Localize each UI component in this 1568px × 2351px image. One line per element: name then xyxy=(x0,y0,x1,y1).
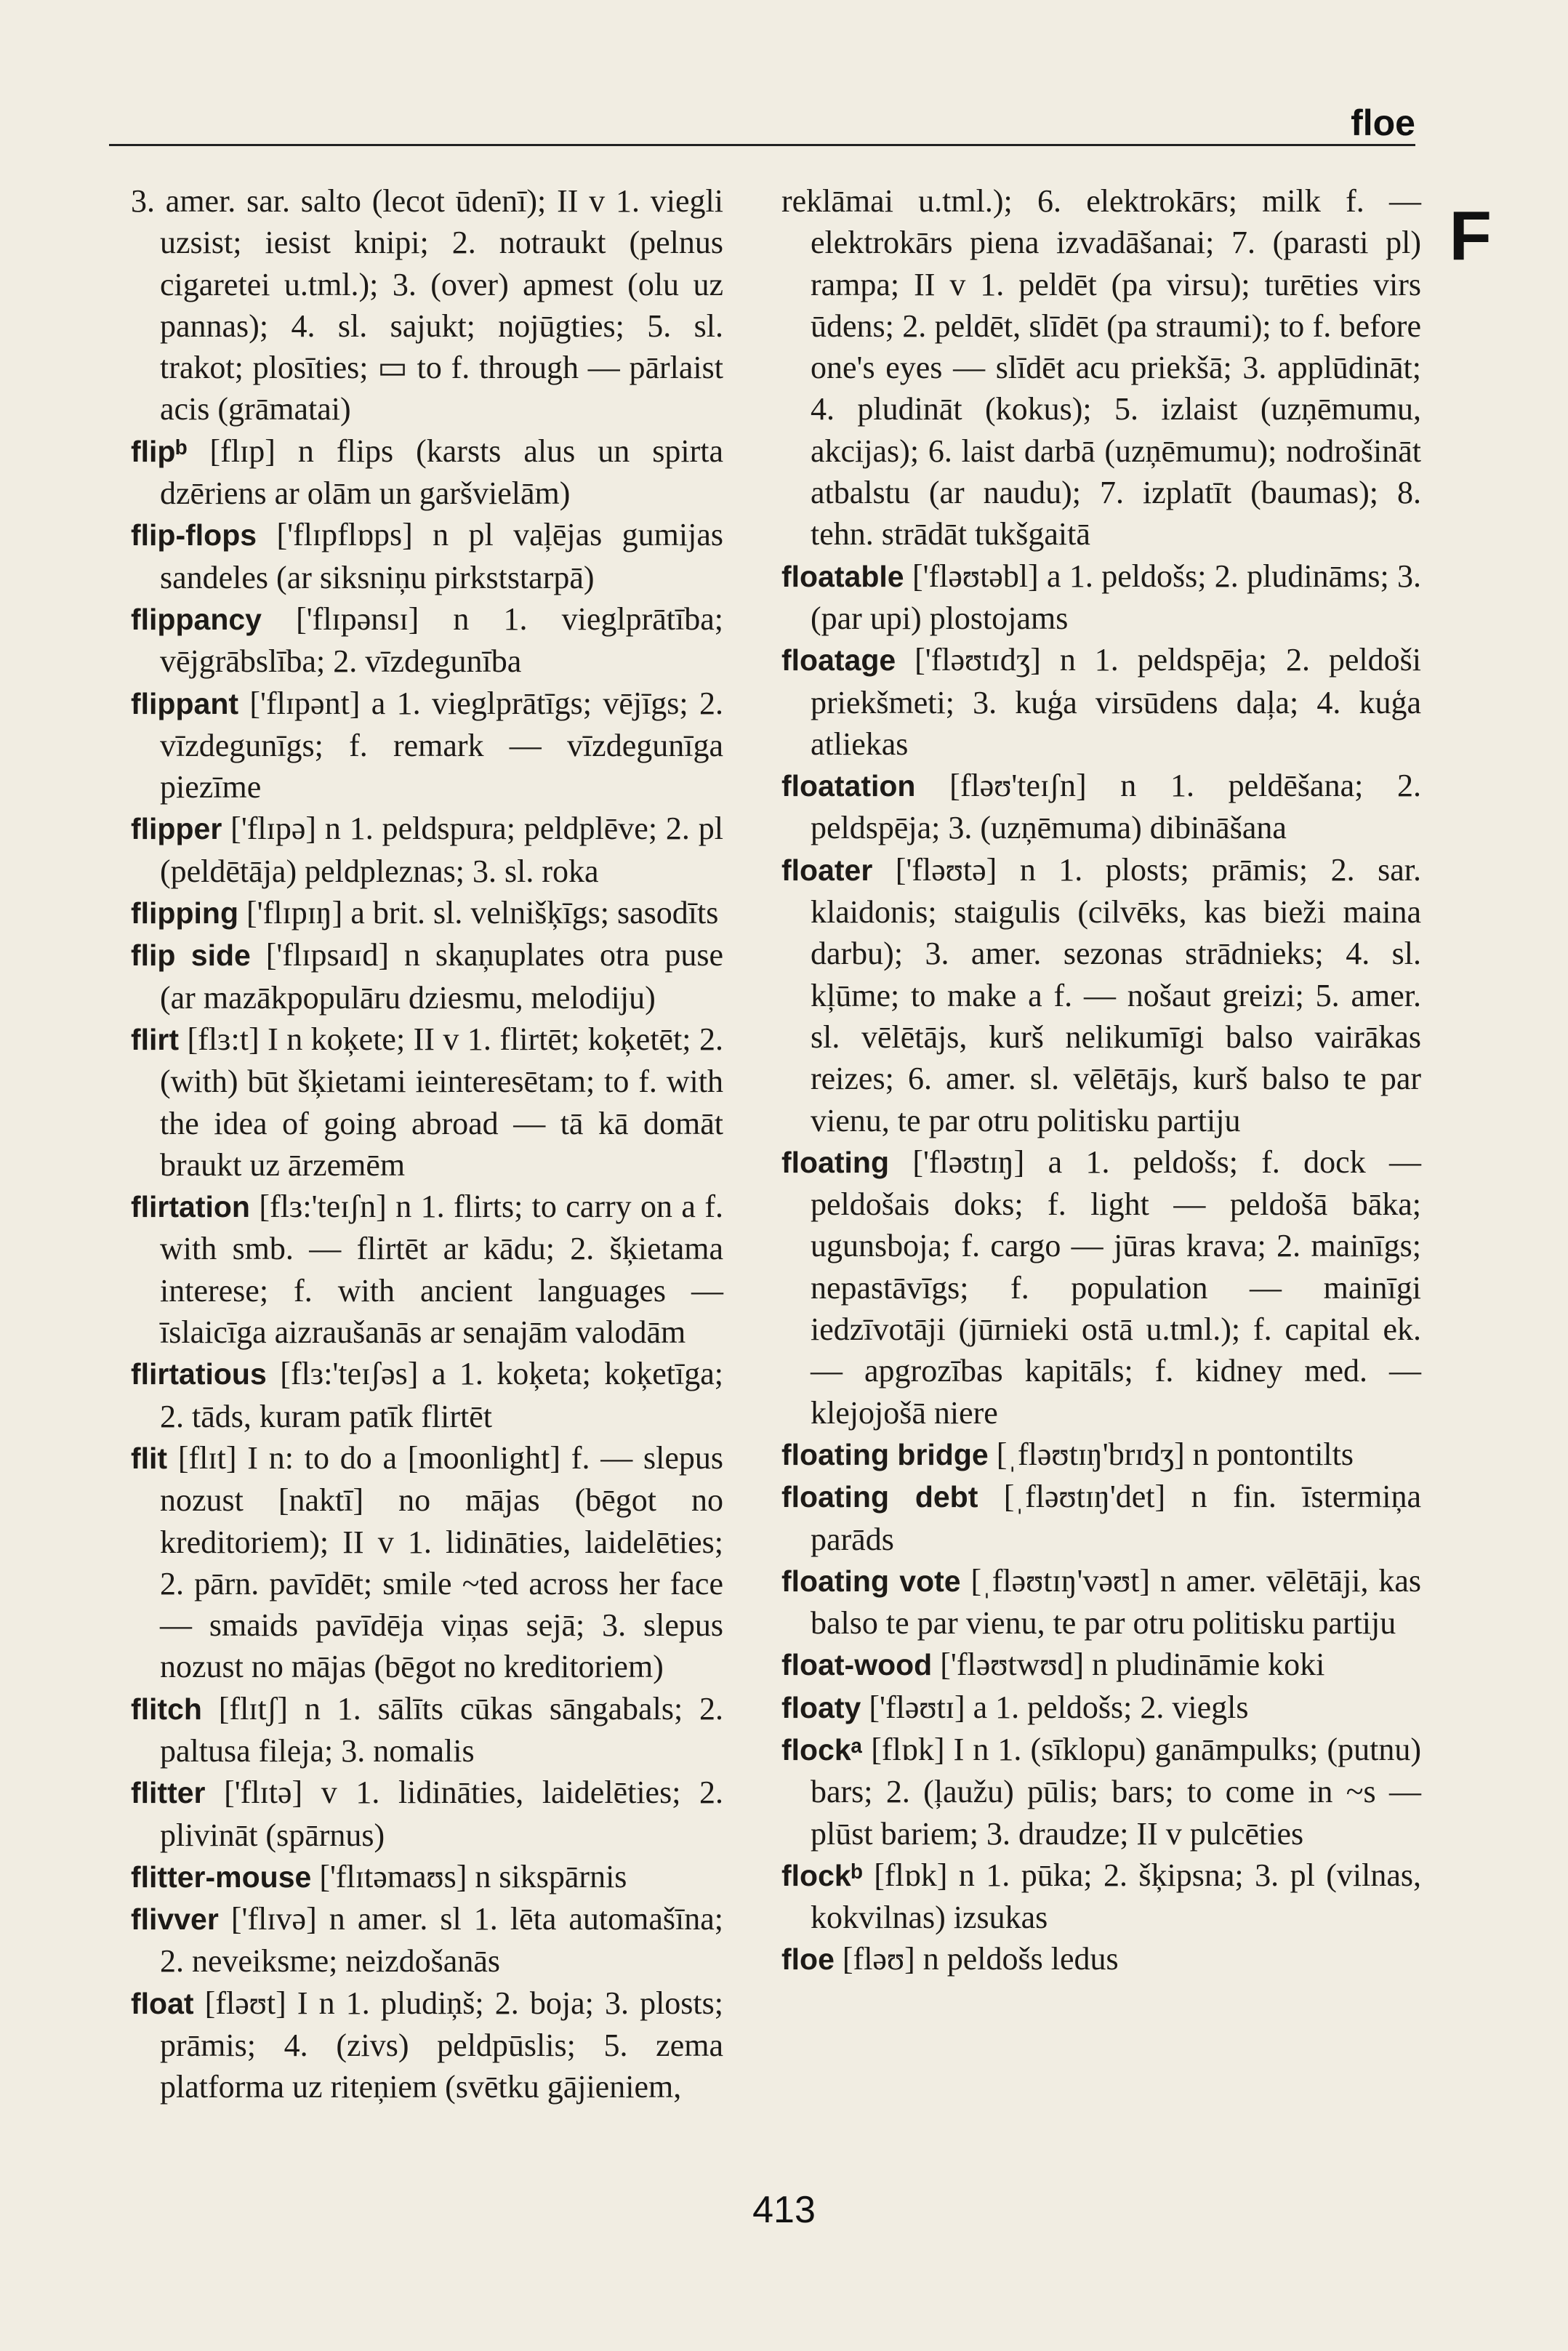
entry-definition: reklāmai u.tml.); 6. elektrokārs; milk f. — elektrokārs piena izvadāšanai; 7. (parasti pl) rampa; II v 1. peldēt (pa virsu); turēties virs ūdens; 2. peldēt, slīdēt (pa straumi); to f. before one's eyes — slīdēt acu priekšā; 3. applūdināt; 4. pludināt (kokus); 5. izlaist (uzņēmumu, akcijas); 6. laist darbā (uzņēmumu); nodrošināt atbalstu (ar naudu); 7. izplatīt (baumas); 8. tehn. strādāt tukšgaitā xyxy=(781,183,1421,552)
entry-definition: [ˌfləʊtɪŋ'det] n fin. īstermiņa parāds xyxy=(811,1479,1422,1557)
dictionary-entry xyxy=(131,808,723,892)
dictionary-entry xyxy=(781,1854,1421,1939)
headword: floater xyxy=(781,853,873,887)
headword: flip side xyxy=(131,939,251,973)
headword: floatation xyxy=(781,769,916,803)
headword: flippancy xyxy=(131,602,262,636)
entry-definition: ['flɪpə] n 1. peldspura; peldplēve; 2. pl (peldētāja) peldpleznas; 3. sl. roka xyxy=(160,811,724,889)
dictionary-entry xyxy=(131,514,723,598)
entry-definition: ['fləʊtə] n 1. plosts; prāmis; 2. sar. klaidonis; staigulis (cilvēks, kas bieži maina darbu); 3. amer. sezonas strādnieks; 4. sl. kļūme; to make a f. — nošaut greizi; 5. amer. sl. vēlētājs, kurš nelikumīgi balso vairākas reizes; 6. amer. sl. vēlētājs, kurš balso te par vienu, te par otru politisku partiju xyxy=(811,851,1421,1138)
entry-definition: [flɜ:t] I n koķete; II v 1. flirtēt; koķetēt; 2. (with) būt šķietami ieinteresētam; to f. with the idea of going abroad — tā kā domāt braukt uz ārzemēm xyxy=(160,1021,723,1183)
dictionary-entry xyxy=(131,1018,723,1186)
dictionary-entry xyxy=(781,555,1421,640)
entry-definition: [fləʊ] n peldošs ledus xyxy=(842,1941,1119,1977)
headword: flipper xyxy=(131,812,222,846)
headword: flirtatious xyxy=(131,1357,267,1391)
headword: floating debt xyxy=(781,1480,978,1514)
entry-definition: ['fləʊtəbl] a 1. peldošs; 2. pludināms; 3. (par upi) plostojams xyxy=(811,558,1422,636)
headword: flockᵇ xyxy=(781,1858,863,1892)
headword: flip-flops xyxy=(131,518,257,552)
entry-definition: [ˌfləʊtɪŋ'brɪdʒ] n pontontilts xyxy=(996,1436,1354,1472)
entry-definition: ['flɪpənt] a 1. vieglprātīgs; vējīgs; 2. vīzdegunīgs; f. remark — vīzdegunīga piezīme xyxy=(160,685,723,805)
entry-definition: [flɒk] n 1. pūka; 2. šķipsna; 3. pl (vilnas, kokvilnas) izsukas xyxy=(811,1857,1422,1936)
dictionary-entry xyxy=(781,639,1421,765)
headword: flit xyxy=(131,1441,168,1475)
dictionary-entry xyxy=(781,1644,1421,1686)
entry-definition: ['fləʊtɪ] a 1. peldošs; 2. viegls xyxy=(869,1689,1249,1725)
headword: floatable xyxy=(781,559,904,593)
entry-definition: [flɪtʃ] n 1. sālīts cūkas sāngabals; 2. paltusa fileja; 3. nomalis xyxy=(160,1690,724,1769)
entry-definition: [flɜ:'teɪʃəs] a 1. koķeta; koķetīga; 2. tāds, kuram patīk flirtēt xyxy=(160,1356,723,1434)
headword: float xyxy=(131,1986,194,2020)
dictionary-entry xyxy=(781,1938,1421,1980)
entry-definition: ['flɪpɪŋ] a brit. sl. velnišķīgs; sasodīts xyxy=(246,895,719,931)
left-column xyxy=(131,180,723,2108)
entry-definition: [flɪt] I n: to do a [moonlight] f. — slepus nozust [naktī] no mājas (bēgot no kreditoriem); II v 1. lidināties, laidelēties; 2. pārn. pavīdēt; smile ~ted across her face — smaids pavīdēja viņas sejā; 3. slepus nozust no mājas (bēgot no kreditoriem) xyxy=(160,1439,723,1685)
dictionary-entry xyxy=(131,1186,723,1353)
headword: floating vote xyxy=(781,1564,961,1598)
entry-definition: [flɪp] n flips (karsts alus un spirta dzēriens ar olām un garšvielām) xyxy=(160,433,724,512)
dictionary-entry xyxy=(131,180,723,430)
headword: floating bridge xyxy=(781,1437,989,1471)
headword: flockᵃ xyxy=(781,1732,863,1767)
headword: floating xyxy=(781,1145,890,1179)
headword: flippant xyxy=(131,686,239,720)
dictionary-entry xyxy=(781,180,1421,555)
thumb-index-letter: F xyxy=(1449,197,1492,275)
headword: flitter xyxy=(131,1776,206,1810)
entry-definition: ['fləʊtwʊd] n pludināmie koki xyxy=(940,1647,1325,1683)
page-number: 413 xyxy=(752,2189,816,2231)
dictionary-entry xyxy=(781,765,1421,849)
entry-definition: ['flɪpənsɪ] n 1. vieglprātība; vējgrābslība; 2. vīzdegunība xyxy=(160,600,723,680)
header-rule xyxy=(109,144,1415,146)
entry-definition: [flɒk] I n 1. (sīklopu) ganāmpulks; (putnu) bars; 2. (ļaužu) pūlis; bars; to come in ~s — plūst bariem; 3. draudze; II v pulcēties xyxy=(811,1731,1422,1852)
entry-definition: ['flɪvə] n amer. sl 1. lēta automašīna; 2. neveiksme; neizdošanās xyxy=(160,1901,724,1980)
headword: flipping xyxy=(131,896,239,931)
headword: floe xyxy=(781,1942,835,1977)
dictionary-entry xyxy=(131,1898,723,1982)
headword: flirt xyxy=(131,1022,180,1056)
dictionary-entry xyxy=(131,430,723,515)
entry-definition: ['fləʊtɪŋ] a 1. peldošs; f. dock — peldošais doks; f. light — peldošā bāka; ugunsboja; f. cargo — jūras krava; 2. mainīgs; nepastāvīgs; f. population — mainīgi iedzīvotāji (jūrnieki ostā u.tml.); f. capital ek. — apgrozības kapitāls; f. kidney med. — klejojošā niere xyxy=(811,1144,1422,1431)
dictionary-entry xyxy=(781,849,1421,1141)
dictionary-entry xyxy=(781,1141,1421,1434)
dictionary-entry xyxy=(781,1687,1421,1729)
dictionary-entry xyxy=(131,1437,723,1688)
headword: float-wood xyxy=(781,1648,933,1682)
dictionary-entry xyxy=(131,1982,723,2108)
headword: floaty xyxy=(781,1690,861,1724)
entry-definition: ['fləʊtɪdʒ] n 1. peldspēja; 2. peldoši priekšmeti; 3. kuģa virsūdens daļa; 4. kuģa atliekas xyxy=(811,642,1421,762)
headword: flitch xyxy=(131,1692,202,1726)
dictionary-entry xyxy=(131,598,723,683)
headword: floatage xyxy=(781,643,896,678)
entry-definition: [fləʊ'teɪʃn] n 1. peldēšana; 2. peldspēja; 3. (uzņēmuma) dibināšana xyxy=(811,768,1422,846)
dictionary-entry xyxy=(131,934,723,1018)
dictionary-entry xyxy=(781,1434,1421,1476)
dictionary-entry xyxy=(131,892,723,934)
dictionary-entry xyxy=(781,1729,1421,1854)
entry-definition: ['flɪpflɒps] n pl vaļējas gumijas sandeles (ar siksniņu pirkststarpā) xyxy=(160,517,723,595)
headword: flipᵇ xyxy=(131,434,188,468)
dictionary-entry xyxy=(131,1688,723,1772)
entry-definition: [fləʊt] I n 1. pludiņš; 2. boja; 3. plosts; prāmis; 4. (zivs) peldpūslis; 5. zema platforma uz riteņiem (svētku gājieniem, xyxy=(160,1985,724,2105)
dictionary-entry xyxy=(131,683,723,808)
headword: flirtation xyxy=(131,1190,250,1224)
headword: flitter-mouse xyxy=(131,1860,312,1894)
dictionary-entry xyxy=(131,1772,723,1856)
dictionary-entry xyxy=(781,1560,1421,1644)
entry-definition: [flɜ:'teɪʃn] n 1. flirts; to carry on a f. with smb. — flirtēt ar kādu; 2. šķietama interese; f. with ancient languages — īslaicīga aizraušanās ar senajām valodām xyxy=(160,1189,723,1351)
running-head: floe xyxy=(1351,103,1415,143)
dictionary-entry xyxy=(131,1353,723,1437)
right-column xyxy=(781,180,1421,1981)
entry-definition: [ˌfləʊtɪŋ'vəʊt] n amer. vēlētāji, kas balso te par vienu, te par otru politisku partiju xyxy=(811,1562,1422,1641)
headword: flivver xyxy=(131,1902,219,1937)
dictionary-entry xyxy=(131,1856,723,1898)
entry-definition: 3. amer. sar. salto (lecot ūdenī); II v 1. viegli uzsist; iesist knipi; 2. notraukt (pelnus cigaretei u.tml.); 3. (over) apmest (olu uz pannas); 4. sl. sajukt; nojūgties; 5. sl. trakot; plosīties; ▭ to f. through — pārlaist acis (grāmatai) xyxy=(131,183,723,427)
entry-definition: ['flɪtəmaʊs] n sikspārnis xyxy=(319,1858,627,1894)
entry-definition: ['flɪtə] v 1. lidināties, laidelēties; 2. plivināt (spārnus) xyxy=(160,1775,724,1853)
dictionary-entry xyxy=(781,1476,1421,1560)
entry-definition: ['flɪpsaɪd] n skaņuplates otra puse (ar mazākpopulāru dziesmu, melodiju) xyxy=(160,937,723,1016)
